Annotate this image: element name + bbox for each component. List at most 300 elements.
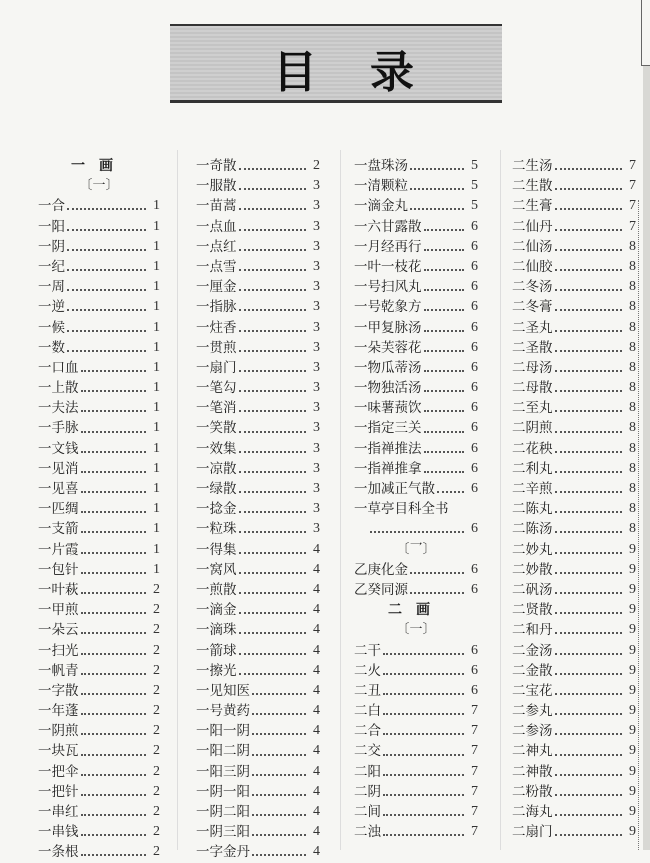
dot-leader <box>555 774 623 776</box>
toc-entry[interactable] <box>38 762 160 782</box>
entry-name: 一甲煎 <box>38 602 79 619</box>
toc-entry[interactable] <box>354 318 478 338</box>
toc-entry[interactable] <box>512 257 636 277</box>
toc-entry[interactable] <box>38 580 160 600</box>
dot-leader <box>555 511 623 513</box>
toc-entry[interactable] <box>512 338 636 358</box>
entry-name: 一朵芙蓉花 <box>354 339 422 356</box>
toc-entry[interactable] <box>196 822 320 842</box>
entry-page: 8 <box>629 359 636 375</box>
entry-name: 二花秧 <box>512 440 553 457</box>
entry-page: 1 <box>153 279 160 295</box>
entry-name: 二浊 <box>354 824 381 841</box>
dot-leader <box>383 713 464 715</box>
toc-entry-continued[interactable] <box>354 519 478 539</box>
toc-entry[interactable] <box>38 217 160 237</box>
entry-name: 二和丹 <box>512 622 553 639</box>
toc-entry[interactable] <box>38 338 160 358</box>
toc-entry[interactable] <box>38 378 160 398</box>
toc-entry[interactable] <box>38 822 160 842</box>
entry-page: 9 <box>629 703 636 719</box>
toc-entry[interactable] <box>38 842 160 862</box>
entry-name: 一服散 <box>196 178 237 195</box>
toc-entry[interactable] <box>512 741 636 761</box>
toc-entry[interactable] <box>512 479 636 499</box>
entry-page: 1 <box>153 299 160 315</box>
entry-name: 一箭球 <box>196 642 237 659</box>
toc-entry[interactable] <box>196 156 320 176</box>
entry-page: 1 <box>153 339 160 355</box>
toc-entry[interactable] <box>354 560 478 580</box>
entry-page: 7 <box>471 763 478 779</box>
toc-entry[interactable] <box>196 519 320 539</box>
toc-entry[interactable] <box>196 641 320 661</box>
entry-name: 二辛煎 <box>512 481 553 497</box>
toc-column-1 <box>38 156 160 863</box>
entry-page: 4 <box>313 824 320 840</box>
toc-entry[interactable] <box>196 217 320 237</box>
entry-name: 一匹绸 <box>38 501 79 518</box>
entry-name: 一叶萩 <box>38 581 79 598</box>
dot-leader <box>410 188 464 190</box>
entry-page: 4 <box>313 844 320 860</box>
entry-page: 1 <box>153 258 160 274</box>
entry-name: 一逆 <box>38 299 65 316</box>
section-heading: 一画 <box>71 158 127 174</box>
entry-page: 4 <box>313 703 320 719</box>
entry-name: 一阴一阳 <box>196 783 250 800</box>
entry-page: 8 <box>629 400 636 416</box>
entry-page: 1 <box>153 440 160 456</box>
entry-name: 一手脉 <box>38 420 79 437</box>
dot-leader <box>239 249 307 251</box>
toc-entry[interactable] <box>512 681 636 701</box>
toc-entry[interactable] <box>354 641 478 661</box>
entry-page: 8 <box>629 238 636 254</box>
toc-entry[interactable] <box>354 822 478 842</box>
toc-entry[interactable] <box>196 661 320 681</box>
toc-entry[interactable] <box>196 499 320 519</box>
entry-page: 3 <box>313 440 320 456</box>
entry-name: 乙庚化金 <box>354 561 408 578</box>
dot-leader <box>555 309 623 311</box>
entry-name: 一得集 <box>196 541 237 558</box>
dot-leader <box>252 754 306 756</box>
entry-name: 一号乾象方 <box>354 299 422 316</box>
dot-leader <box>81 612 147 614</box>
toc-entry[interactable] <box>512 822 636 842</box>
entry-page: 3 <box>313 420 320 436</box>
toc-entry[interactable] <box>512 418 636 438</box>
toc-entry[interactable] <box>38 681 160 701</box>
entry-page: 8 <box>629 481 636 496</box>
entry-name: 一粒珠 <box>196 521 237 538</box>
entry-page: 7 <box>471 824 478 840</box>
toc-entry[interactable] <box>196 600 320 620</box>
dot-leader <box>424 330 465 332</box>
toc-entry[interactable] <box>38 741 160 761</box>
entry-page: 2 <box>153 642 160 658</box>
dot-leader <box>252 834 306 836</box>
entry-name: 一物独活汤 <box>354 380 422 397</box>
entry-page: 1 <box>153 238 160 254</box>
toc-entry[interactable] <box>38 560 160 580</box>
toc-entry[interactable] <box>512 156 636 176</box>
entry-name: 一阳三阴 <box>196 763 250 780</box>
entry-name: 二至丸 <box>512 400 553 417</box>
entry-name: 一擦光 <box>196 662 237 679</box>
dot-leader <box>555 834 623 836</box>
entry-name: 一厘金 <box>196 279 237 296</box>
toc-entry[interactable] <box>354 297 478 317</box>
dot-leader <box>239 289 307 291</box>
toc-entry[interactable] <box>512 782 636 802</box>
toc-entry[interactable] <box>196 297 320 317</box>
toc-entry[interactable] <box>38 297 160 317</box>
entry-page: 8 <box>629 279 636 295</box>
toc-entry[interactable] <box>38 641 160 661</box>
dot-leader <box>383 754 464 756</box>
entry-name: 一煎散 <box>196 581 237 598</box>
toc-entry[interactable] <box>512 641 636 661</box>
entry-page: 5 <box>471 178 478 194</box>
toc-entry[interactable] <box>38 519 160 539</box>
page-title-char-1: 目 <box>273 47 317 98</box>
toc-entry[interactable] <box>512 398 636 418</box>
entry-name: 一把针 <box>38 783 79 800</box>
dot-leader <box>555 612 623 614</box>
dot-leader <box>424 410 465 412</box>
entry-page: 8 <box>629 460 636 476</box>
toc-entry[interactable] <box>354 701 478 721</box>
toc-entry[interactable] <box>38 540 160 560</box>
entry-page: 8 <box>629 501 636 517</box>
toc-entry[interactable] <box>354 580 478 600</box>
toc-entry[interactable] <box>196 338 320 358</box>
dot-leader <box>555 814 623 816</box>
entry-name: 一阳 <box>38 218 65 235</box>
toc-entry[interactable] <box>38 277 160 297</box>
toc-entry[interactable] <box>354 439 478 459</box>
toc-entry[interactable] <box>196 721 320 741</box>
toc-entry[interactable] <box>38 459 160 479</box>
entry-name: 一指禅推法 <box>354 440 422 457</box>
entry-page: 6 <box>471 642 478 658</box>
toc-entry[interactable] <box>512 439 636 459</box>
entry-page: 3 <box>313 238 320 254</box>
toc-entry[interactable] <box>38 600 160 620</box>
entry-name: 一点血 <box>196 218 237 235</box>
entry-name: 二圣丸 <box>512 319 553 336</box>
toc-entry[interactable] <box>196 479 320 499</box>
toc-entry[interactable] <box>196 196 320 216</box>
dot-leader <box>410 572 464 574</box>
toc-entry[interactable] <box>38 661 160 681</box>
dot-leader <box>424 269 465 271</box>
toc-entry[interactable] <box>512 277 636 297</box>
toc-entry[interactable] <box>512 196 636 216</box>
dot-leader <box>252 774 306 776</box>
entry-name: 一见知医 <box>196 682 250 699</box>
column-divider <box>177 150 178 850</box>
toc-entry[interactable] <box>196 176 320 196</box>
toc-entry[interactable] <box>354 661 478 681</box>
dot-leader <box>383 774 464 776</box>
entry-page: 1 <box>153 501 160 517</box>
toc-entry[interactable] <box>512 560 636 580</box>
dot-leader <box>424 289 465 291</box>
toc-entry[interactable] <box>512 358 636 378</box>
entry-page: 6 <box>471 682 478 698</box>
entry-name: 一年蓬 <box>38 703 79 720</box>
entry-name: 二陈汤 <box>512 521 553 538</box>
toc-entry[interactable] <box>354 741 478 761</box>
toc-entry[interactable] <box>38 701 160 721</box>
entry-name: 二间 <box>354 804 381 820</box>
toc-entry[interactable] <box>38 418 160 438</box>
toc-entry[interactable] <box>512 459 636 479</box>
dot-leader <box>239 370 307 372</box>
page-edge <box>643 0 650 850</box>
toc-entry[interactable] <box>512 540 636 560</box>
toc-entry[interactable] <box>196 802 320 822</box>
toc-entry[interactable] <box>38 398 160 418</box>
entry-name: 二仙胶 <box>512 258 553 275</box>
dot-leader <box>239 188 307 190</box>
entry-page: 5 <box>471 158 478 173</box>
entry-page: 6 <box>471 380 478 396</box>
toc-entry[interactable] <box>196 540 320 560</box>
toc-entry[interactable] <box>38 196 160 216</box>
entry-name: 一纪 <box>38 258 65 275</box>
dot-leader <box>555 592 623 594</box>
toc-entry[interactable] <box>354 782 478 802</box>
entry-name: 一指定三关 <box>354 420 422 437</box>
entry-name: 一文钱 <box>38 440 79 457</box>
toc-entry[interactable] <box>512 721 636 741</box>
dot-leader <box>81 774 147 776</box>
dot-leader <box>252 814 306 816</box>
entry-page: 8 <box>629 339 636 355</box>
dot-leader <box>555 188 623 190</box>
toc-entry[interactable] <box>354 398 478 418</box>
toc-entry[interactable] <box>354 681 478 701</box>
dot-leader <box>555 269 623 271</box>
entry-page: 9 <box>629 824 636 840</box>
entry-name: 一草亭目科全书 <box>354 501 449 518</box>
entry-page: 8 <box>629 420 636 436</box>
toc-entry[interactable] <box>38 439 160 459</box>
entry-page: 2 <box>153 723 160 739</box>
toc-entry[interactable] <box>354 196 478 216</box>
toc-entry[interactable] <box>354 721 478 741</box>
entry-name: 一奇散 <box>196 158 237 174</box>
toc-entry[interactable] <box>512 237 636 257</box>
entry-name: 二粉散 <box>512 783 553 800</box>
entry-name: 二利丸 <box>512 460 553 477</box>
toc-entry[interactable] <box>354 479 478 499</box>
entry-name: 一苗蒿 <box>196 198 237 215</box>
toc-entry[interactable] <box>196 237 320 257</box>
entry-name: 二神散 <box>512 763 553 780</box>
dot-leader <box>424 229 465 231</box>
toc-entry[interactable] <box>354 378 478 398</box>
toc-entry[interactable] <box>38 499 160 519</box>
toc-entry[interactable] <box>196 782 320 802</box>
dot-leader <box>239 673 307 675</box>
entry-name: 二参丸 <box>512 703 553 720</box>
entry-name: 一加减正气散 <box>354 481 435 497</box>
dot-leader <box>424 249 465 251</box>
entry-page: 7 <box>629 178 636 194</box>
toc-entry[interactable] <box>354 257 478 277</box>
toc-entry[interactable] <box>196 620 320 640</box>
dot-leader <box>81 794 147 796</box>
toc-entry[interactable] <box>196 701 320 721</box>
entry-page: 4 <box>313 622 320 638</box>
entry-name: 二宝花 <box>512 682 553 699</box>
dot-leader <box>81 854 147 856</box>
entry-page: 6 <box>471 339 478 355</box>
toc-entry[interactable] <box>354 338 478 358</box>
entry-name: 一阳二阴 <box>196 743 250 760</box>
entry-name: 一盘珠汤 <box>354 158 408 174</box>
entry-name: 二仙汤 <box>512 238 553 255</box>
entry-page: 2 <box>153 824 160 840</box>
dot-leader <box>424 431 465 433</box>
toc-entry[interactable] <box>354 499 478 519</box>
toc-entry[interactable] <box>512 620 636 640</box>
toc-entry[interactable] <box>38 358 160 378</box>
entry-page: 3 <box>313 178 320 194</box>
entry-page: 6 <box>471 258 478 274</box>
toc-entry[interactable] <box>38 257 160 277</box>
toc-entry[interactable] <box>196 378 320 398</box>
toc-entry[interactable] <box>38 479 160 499</box>
toc-entry[interactable] <box>512 318 636 338</box>
toc-entry[interactable] <box>512 701 636 721</box>
toc-entry[interactable] <box>196 358 320 378</box>
dot-leader <box>410 168 464 170</box>
dot-leader <box>555 410 623 412</box>
entry-name: 一绿散 <box>196 481 237 497</box>
dot-leader <box>239 511 307 513</box>
dot-leader <box>239 208 307 210</box>
toc-entry[interactable] <box>38 721 160 741</box>
entry-page: 1 <box>153 481 160 496</box>
entry-name: 一阴煎 <box>38 723 79 740</box>
dot-leader <box>424 350 465 352</box>
toc-entry[interactable] <box>196 257 320 277</box>
entry-page: 2 <box>153 682 160 698</box>
toc-entry[interactable] <box>38 318 160 338</box>
toc-entry[interactable] <box>512 762 636 782</box>
toc-entry[interactable] <box>354 237 478 257</box>
toc-entry[interactable] <box>354 217 478 237</box>
entry-page: 9 <box>629 642 636 658</box>
toc-entry[interactable] <box>196 580 320 600</box>
toc-entry[interactable] <box>196 741 320 761</box>
toc-entry[interactable] <box>512 217 636 237</box>
entry-name: 一号扫风丸 <box>354 279 422 296</box>
entry-page: 6 <box>471 581 478 597</box>
dot-leader <box>81 592 147 594</box>
entry-name: 二干 <box>354 642 381 659</box>
subsection-heading: 〔乛〕 <box>396 541 436 557</box>
dot-leader <box>252 713 306 715</box>
toc-entry[interactable] <box>354 418 478 438</box>
toc-entry[interactable] <box>354 176 478 196</box>
toc-entry[interactable] <box>196 842 320 862</box>
entry-name: 二海丸 <box>512 804 553 820</box>
entry-name: 一字散 <box>38 682 79 699</box>
toc-entry[interactable] <box>354 156 478 176</box>
toc-entry[interactable] <box>196 681 320 701</box>
entry-name: 二神丸 <box>512 743 553 760</box>
toc-entry[interactable] <box>38 237 160 257</box>
toc-entry[interactable] <box>512 499 636 519</box>
toc-entry[interactable] <box>512 176 636 196</box>
toc-entry[interactable] <box>196 560 320 580</box>
entry-name: 二合 <box>354 723 381 740</box>
toc-entry[interactable] <box>354 762 478 782</box>
entry-page: 3 <box>313 359 320 375</box>
column-divider <box>340 150 341 850</box>
toc-entry[interactable] <box>196 318 320 338</box>
dot-leader <box>81 632 147 634</box>
entry-page: 6 <box>471 359 478 375</box>
toc-entry[interactable] <box>512 580 636 600</box>
dot-leader <box>81 491 147 493</box>
toc-entry[interactable] <box>196 762 320 782</box>
dot-leader <box>555 370 623 372</box>
toc-entry[interactable] <box>354 802 478 822</box>
toc-entry[interactable] <box>512 297 636 317</box>
toc-entry[interactable] <box>512 661 636 681</box>
dot-leader <box>81 673 147 675</box>
entry-page: 3 <box>313 258 320 274</box>
toc-entry[interactable] <box>512 600 636 620</box>
entry-page: 4 <box>313 561 320 577</box>
toc-entry[interactable] <box>354 358 478 378</box>
toc-entry[interactable] <box>196 418 320 438</box>
toc-entry[interactable] <box>196 398 320 418</box>
entry-name: 一扇门 <box>196 359 237 376</box>
toc-entry[interactable] <box>38 620 160 640</box>
toc-entry[interactable] <box>512 802 636 822</box>
dot-leader <box>555 451 623 453</box>
entry-page: 2 <box>153 703 160 719</box>
toc-entry[interactable] <box>196 277 320 297</box>
entry-name: 一串红 <box>38 804 79 820</box>
toc-entry[interactable] <box>512 519 636 539</box>
toc-entry[interactable] <box>196 439 320 459</box>
entry-page: 2 <box>153 622 160 638</box>
toc-entry[interactable] <box>196 459 320 479</box>
toc-entry[interactable] <box>38 802 160 822</box>
entry-name: 一见喜 <box>38 481 79 497</box>
toc-entry[interactable] <box>512 378 636 398</box>
toc-entry[interactable] <box>354 459 478 479</box>
entry-name: 二阳 <box>354 763 381 780</box>
toc-entry[interactable] <box>38 782 160 802</box>
entry-page: 9 <box>629 743 636 759</box>
dot-leader <box>81 471 147 473</box>
entry-page: 9 <box>629 763 636 779</box>
entry-page: 1 <box>153 218 160 234</box>
toc-column-3 <box>354 156 478 842</box>
toc-entry[interactable] <box>354 277 478 297</box>
